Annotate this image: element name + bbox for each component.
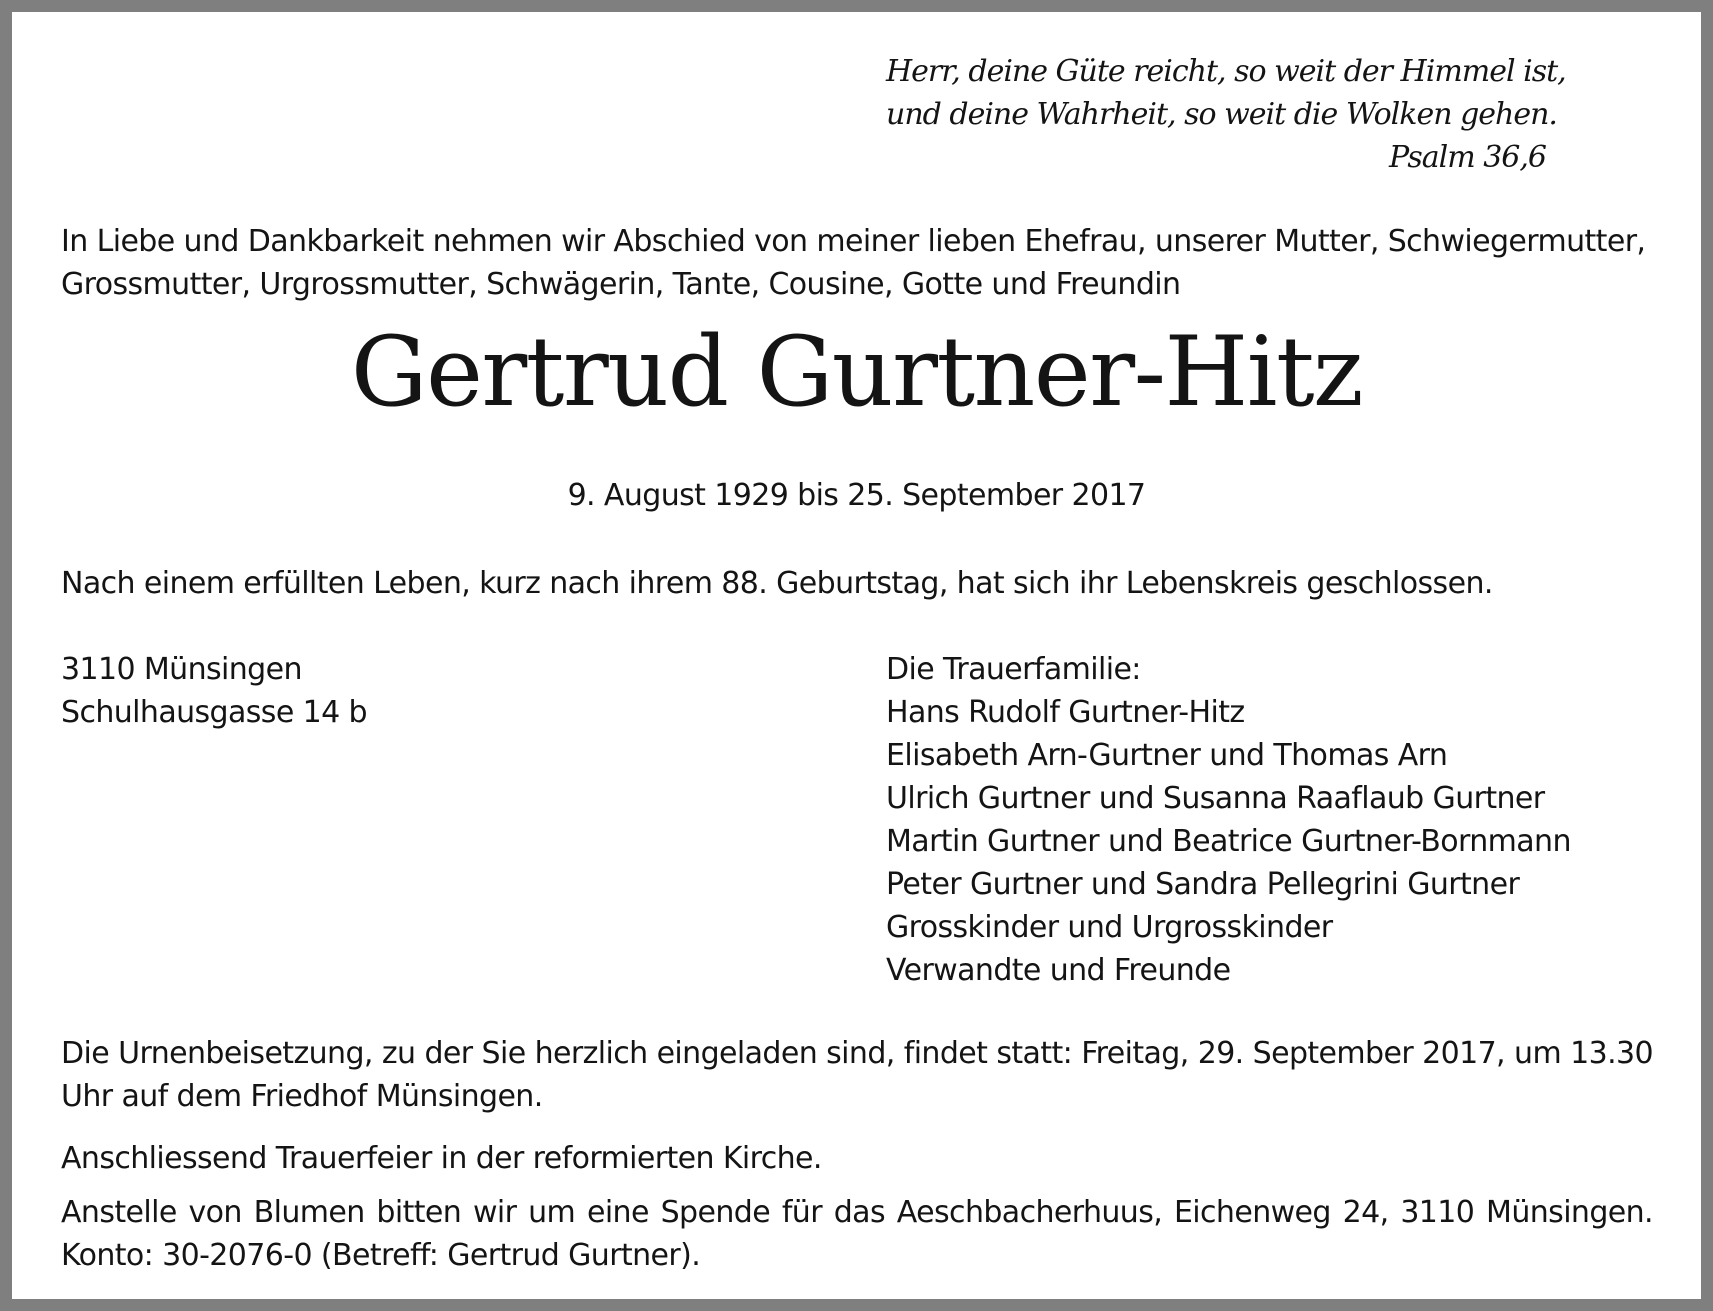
family-member: Hans Rudolf Gurtner-Hitz xyxy=(886,695,1245,730)
verse-reference: Psalm 36,6 xyxy=(1388,140,1546,175)
address xyxy=(61,648,367,734)
donation-line-2: Konto: 30-2076-0 (Betreff: Gertrud Gurtner). xyxy=(61,1238,701,1273)
family-member: Elisabeth Arn-Gurtner und Thomas Arn xyxy=(886,738,1448,773)
mourning-family xyxy=(886,648,1571,992)
verse-line-2: und deine Wahrheit, so weit die Wolken gehen. xyxy=(886,97,1557,132)
family-member: Peter Gurtner und Sandra Pellegrini Gurtner xyxy=(886,867,1520,902)
intro-text: In Liebe und Dankbarkeit nehmen wir Abschied von meiner lieben Ehefrau, unserer Mutter, Schwiegermutter, Grossmutter, Urgrossmutter, Schwägerin, Tante, Cousine, Gotte und Freundin xyxy=(61,224,1646,302)
family-heading: Die Trauerfamilie: xyxy=(886,652,1141,687)
donation-line-1: Anstelle von Blumen bitten wir um eine Spende für das Aeschbacherhuus, Eichenweg 24, 3110 Münsingen. xyxy=(61,1195,1653,1230)
verse-line-1: Herr, deine Güte reicht, so weit der Himmel ist, xyxy=(886,54,1566,89)
bible-verse xyxy=(886,50,1566,179)
life-statement: Nach einem erfüllten Leben, kurz nach ihrem 88. Geburtstag, hat sich ihr Lebenskreis geschlossen. xyxy=(61,566,1493,601)
address-line-2: Schulhausgasse 14 b xyxy=(61,695,367,730)
obituary-notice xyxy=(12,12,1701,1299)
family-member: Martin Gurtner und Beatrice Gurtner-Bornmann xyxy=(886,824,1571,859)
family-member: Ulrich Gurtner und Susanna Raaflaub Gurtner xyxy=(886,781,1545,816)
memorial-service-notice: Anschliessend Trauerfeier in der reformierten Kirche. xyxy=(61,1141,822,1176)
family-member: Grosskinder und Urgrosskinder xyxy=(886,910,1333,945)
address-line-1: 3110 Münsingen xyxy=(61,652,302,687)
deceased-name: Gertrud Gurtner-Hitz xyxy=(350,316,1363,428)
donation-notice xyxy=(61,1191,1653,1277)
family-member: Verwandte und Freunde xyxy=(886,953,1231,988)
life-dates: 9. August 1929 bis 25. September 2017 xyxy=(567,478,1146,513)
urn-burial-notice: Die Urnenbeisetzung, zu der Sie herzlich eingeladen sind, findet statt: Freitag, 29. September 2017, um 13.30 Uhr auf dem Friedhof Münsingen. xyxy=(61,1036,1653,1114)
